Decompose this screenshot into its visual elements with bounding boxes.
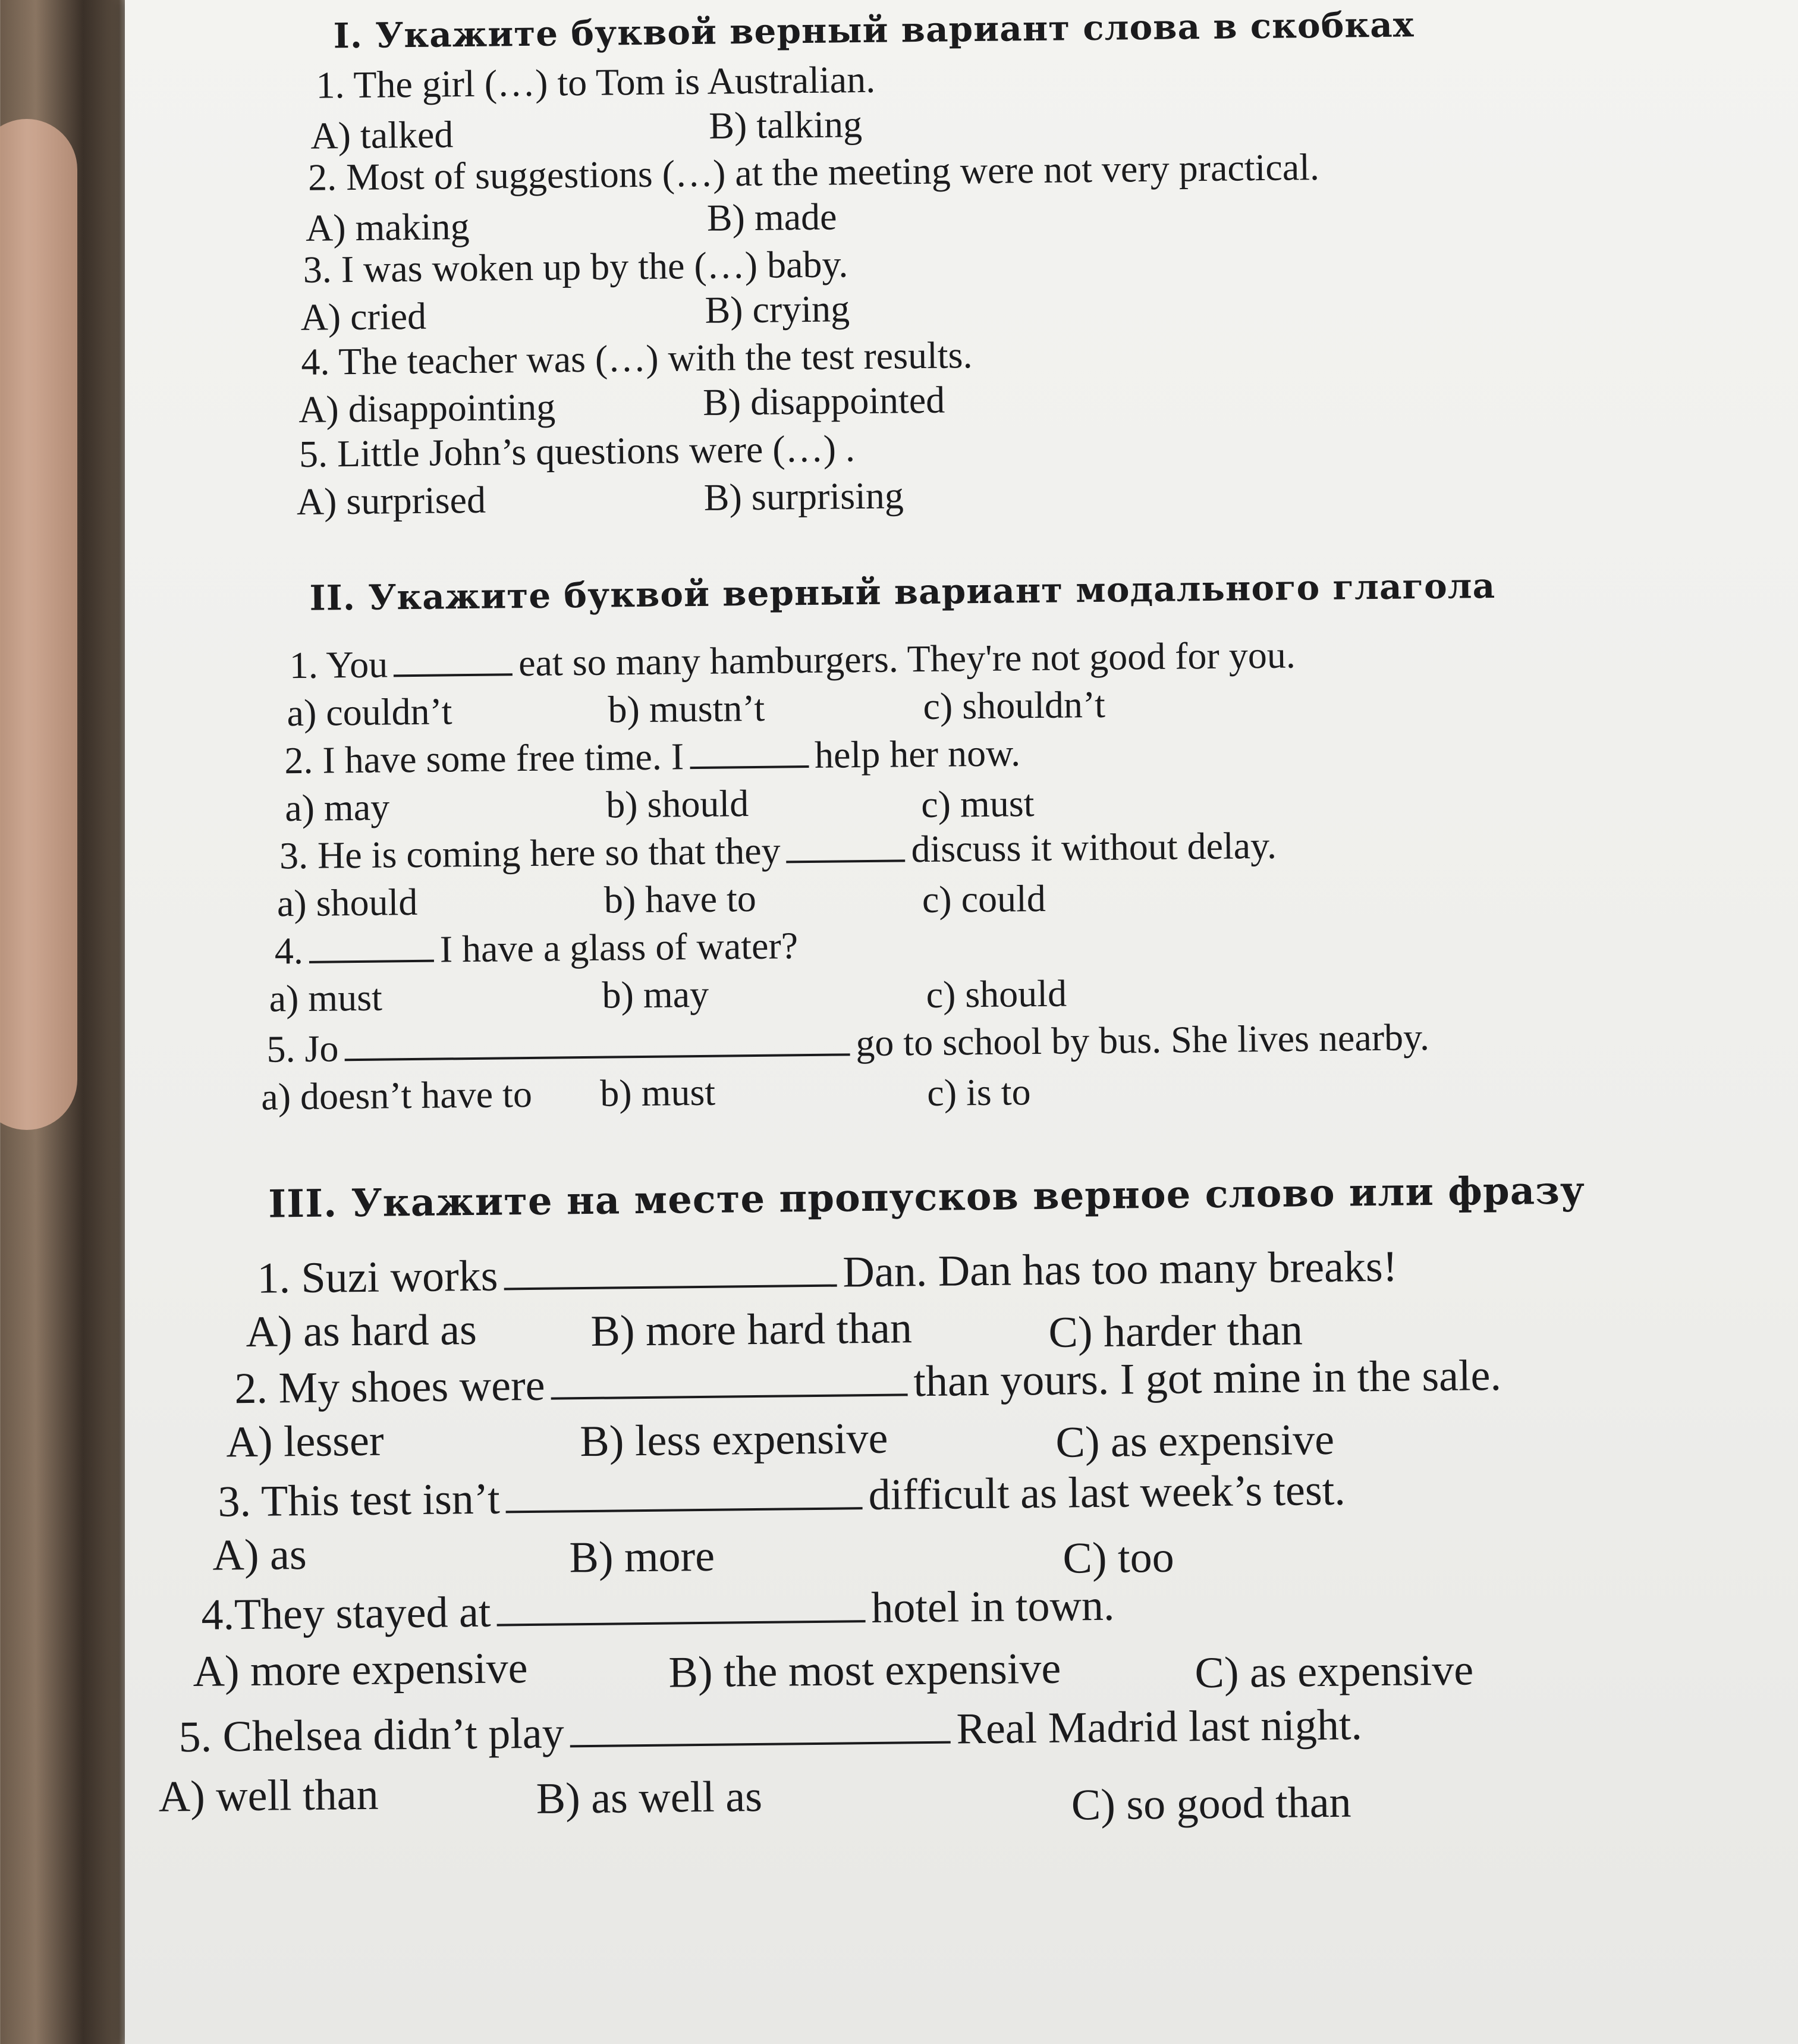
s2-q5-option-b: b) must <box>599 1070 716 1114</box>
s2-q5-option-a: a) doesn’t have to <box>260 1072 533 1118</box>
s1-question-1: 1. The girl (…) to Tom is Australian. <box>316 58 876 106</box>
s3-q3-option-b: B) more <box>569 1531 715 1583</box>
answer-blank <box>309 954 434 963</box>
s2-q2-option-c: c) must <box>920 782 1035 826</box>
s1-q1-option-b: B) talking <box>708 103 863 147</box>
s2-q2-text-after: help her now. <box>814 731 1021 776</box>
finger-holding-sheet <box>0 119 77 1130</box>
s3-q4-option-c: C) as expensive <box>1195 1646 1474 1698</box>
s1-question-3: 3. I was woken up by the (…) baby. <box>303 243 848 291</box>
s1-question-5: 5. Little John’s questions were (…) . <box>298 427 856 475</box>
s3-q5-text-after: Real Madrid last night. <box>956 1700 1363 1754</box>
s2-q5-text-before: 5. Jo <box>266 1027 339 1070</box>
s3-q4-option-b: B) the most expensive <box>668 1644 1061 1697</box>
s3-q2-option-a: A) lesser <box>225 1416 384 1467</box>
s2-q4-text-after: I have a glass of water? <box>439 924 799 971</box>
s2-q1-text-before: 1. You <box>289 643 388 687</box>
s3-q3-text-before: 3. This test isn’t <box>218 1474 501 1527</box>
s1-q4-option-a: A) disappointing <box>298 385 556 431</box>
section-2-heading: II. Укажите буквой верный вариант модального глагола <box>309 565 1496 618</box>
s2-q5-option-c: c) is to <box>926 1070 1031 1114</box>
s2-question-2 <box>284 731 1020 783</box>
s3-q4-text-after: hotel in town. <box>870 1581 1115 1632</box>
s2-q3-text-before: 3. He is coming here so that they <box>279 829 781 877</box>
answer-blank <box>506 1501 863 1513</box>
s3-q5-option-b: B) as well as <box>536 1772 763 1823</box>
s1-q1-option-a: A) talked <box>310 113 454 157</box>
s2-q1-option-b: b) mustn’t <box>608 686 765 731</box>
s3-q5-option-c: C) so good than <box>1071 1778 1351 1830</box>
s2-question-3 <box>279 824 1277 878</box>
section-3-heading: III. Укажите на месте пропусков верное слово или фразу <box>268 1168 1586 1227</box>
s2-q1-text-after: eat so many hamburgers. They're not good for you. <box>518 633 1296 685</box>
s2-question-1 <box>289 633 1296 687</box>
s1-question-4: 4. The teacher was (…) with the test results. <box>301 334 973 383</box>
s2-q4-option-b: b) may <box>602 972 709 1016</box>
s3-q5-text-before: 5. Chelsea didn’t play <box>178 1709 565 1762</box>
s3-q2-text-after: than yours. I got mine in the sale. <box>913 1351 1502 1406</box>
answer-blank <box>787 853 906 863</box>
s3-question-2 <box>234 1351 1501 1414</box>
s1-q2-option-b: B) made <box>706 195 837 239</box>
s3-q1-text-before: 1. Suzi works <box>257 1251 498 1303</box>
answer-blank <box>394 667 513 677</box>
s3-q1-option-a: A) as hard as <box>246 1305 477 1357</box>
s3-q3-option-a: A) as <box>212 1530 307 1580</box>
s1-q4-option-b: B) disappointed <box>702 378 945 423</box>
s2-q2-text-before: 2. I have some free time. I <box>284 735 684 782</box>
s2-q2-option-a: a) may <box>284 786 390 830</box>
s2-question-5 <box>266 1015 1429 1071</box>
s3-question-5 <box>178 1700 1362 1763</box>
worksheet-page <box>125 0 1798 2044</box>
s3-q4-text-before: 4.They stayed at <box>201 1587 491 1640</box>
s3-q1-option-b: B) more hard than <box>590 1304 913 1356</box>
s2-q4-text-before: 4. <box>274 929 304 972</box>
s3-q3-text-after: difficult as last week’s test. <box>868 1465 1346 1520</box>
s2-q3-option-c: c) could <box>922 877 1046 921</box>
section-1-heading: I. Укажите буквой верный вариант слова в скобках <box>333 4 1414 56</box>
answer-blank <box>344 1047 850 1061</box>
s2-q1-option-a: a) couldn’t <box>287 690 452 734</box>
answer-blank <box>570 1735 951 1748</box>
s3-q2-option-c: C) as expensive <box>1055 1415 1335 1467</box>
s3-q1-text-after: Dan. Dan has too many breaks! <box>842 1242 1398 1297</box>
s2-q3-text-after: discuss it without delay. <box>911 824 1277 871</box>
s3-q2-text-before: 2. My shoes were <box>234 1361 545 1414</box>
s2-q4-option-a: a) must <box>269 976 383 1020</box>
answer-blank <box>690 759 809 769</box>
s2-q2-option-b: b) should <box>605 782 749 826</box>
s3-question-4 <box>201 1581 1115 1641</box>
s3-q2-option-b: B) less expensive <box>579 1414 888 1467</box>
s1-q3-option-a: A) cried <box>300 294 427 338</box>
answer-blank <box>497 1614 866 1626</box>
answer-blank <box>551 1387 908 1399</box>
s3-question-1 <box>257 1242 1398 1304</box>
s2-q3-option-b: b) have to <box>603 877 757 921</box>
s3-q5-option-a: A) well than <box>158 1770 379 1822</box>
s3-q3-option-c: C) too <box>1063 1533 1175 1583</box>
s1-q3-option-b: B) crying <box>705 287 850 331</box>
s3-question-3 <box>218 1465 1346 1528</box>
s1-q5-option-b: B) surprising <box>703 474 904 519</box>
s1-q2-option-a: A) making <box>305 205 470 249</box>
s1-question-2: 2. Most of suggestions (…) at the meeting were not very practical. <box>307 145 1320 199</box>
s2-q4-option-c: c) should <box>926 972 1067 1016</box>
s3-q4-option-a: A) more expensive <box>193 1644 528 1696</box>
s2-q1-option-c: c) shouldn’t <box>923 683 1106 728</box>
s1-q5-option-a: A) surprised <box>296 478 486 523</box>
s2-question-4 <box>274 924 798 973</box>
s2-q3-option-a: a) should <box>276 880 418 925</box>
answer-blank <box>504 1279 837 1291</box>
s2-q5-text-after: go to school by bus. She lives nearby. <box>855 1016 1430 1065</box>
s3-q1-option-c: C) harder than <box>1048 1305 1303 1357</box>
worksheet-content <box>125 0 1798 2044</box>
